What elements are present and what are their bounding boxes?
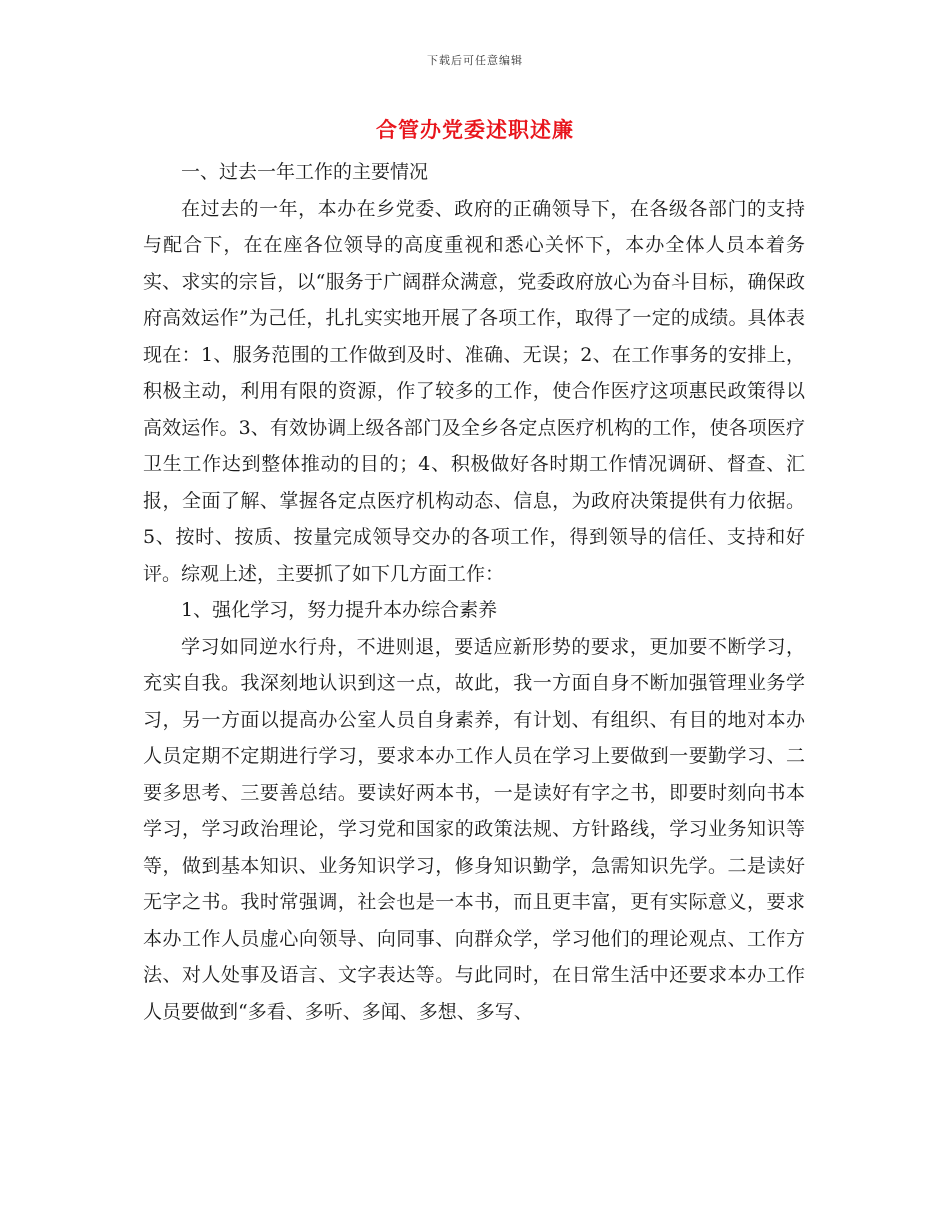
section-heading: 一、过去一年工作的主要情况 — [181, 161, 429, 183]
paragraph: 在过去的一年，本办在乡党委、政府的正确领导下，在各级各部门的支持与配合下，在在座各位领导的高度重视和悉心关怀下，本办全体人员本着务实、求实的宗旨，以“服务于广阔群众满意，党委政府放心为奋斗目标，确保政府高效运作”为己任，扎扎实实地开展了各项工作，取得了一定的成绩。具体表现在：1、服务范围的工作做到及时、准确、无误；2、在工作事务的安排上，积极主动，利用有限的资源，作了较多的工作，使合作医疗这项惠民政策得以高效运作。3、有效协调上级各部门及全乡各定点医疗机构的工作，使各项医疗卫生工作达到整体推动的目的；4、积极做好各时期工作情况调研、督查、汇报，全面了解、掌握各定点医疗机构动态、信息，为政府决策提供有力依据。5、按时、按质、按量完成领导交办的各项工作，得到领导的信任、支持和好评。综观上述，主要抓了如下几方面工作： — [143, 197, 805, 585]
page-header: 下载后可任意编辑 — [427, 54, 523, 67]
paragraph: 学习如同逆水行舟，不进则退，要适应新形势的要求，更加要不断学习，充实自我。我深刻地认识到这一点，故此，我一方面自身不断加强管理业务学习，另一方面以提高办公室人员自身素养，有计划、有组织、有目的地对本办人员定期不定期进行学习，要求本办工作人员在学习上要做到一要勤学习、二要多思考、三要善总结。要读好两本书，一是读好有字之书，即要时刻向书本学习，学习政治理论，学习党和国家的政策法规、方针路线，学习业务知识等等，做到基本知识、业务知识学习，修身知识勤学，急需知识先学。二是读好无字之书。我时常强调，社会也是一本书，而且更丰富，更有实际意义，要求本办工作人员虚心向领导、向同事、向群众学，学习他们的理论观点、工作方法、对人处事及语言、文字表达等。与此同时，在日常生活中还要求本办工作人员要做到“多看、多听、多闻、多想、多写、 — [143, 635, 805, 1023]
subsection-heading: 1、强化学习，努力提升本办综合素养 — [181, 599, 498, 621]
document-body — [143, 154, 805, 1030]
document-title: 合管办党委述职述廉 — [376, 117, 574, 142]
